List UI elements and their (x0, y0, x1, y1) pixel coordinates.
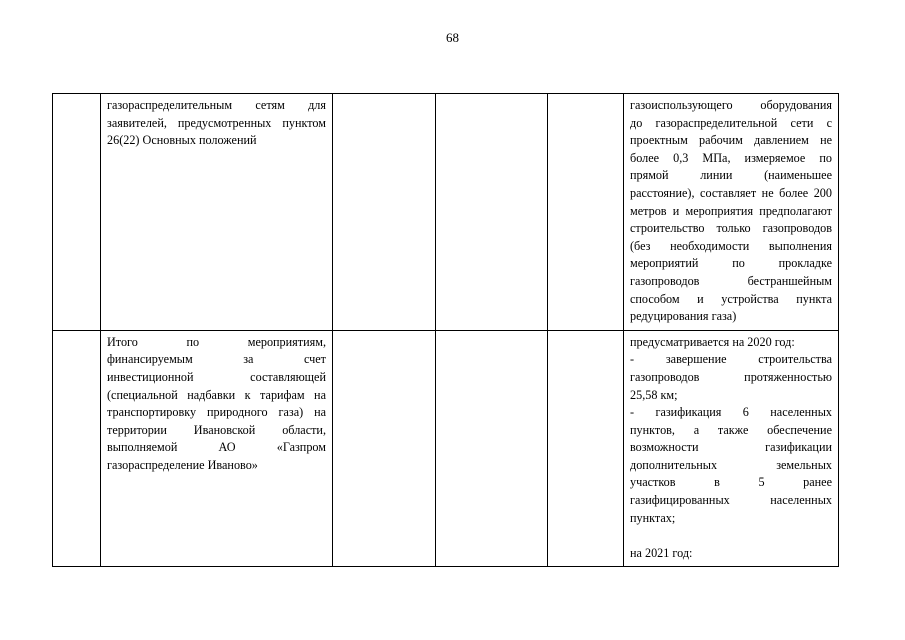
text-line: способом и устройства пункта (630, 291, 832, 306)
text-line: пунктов, а также обеспечение (630, 422, 832, 437)
text-line: территории Ивановской области, (107, 422, 326, 437)
text-line: на 2021 год: (630, 545, 693, 560)
text-line: (специальной надбавки к тарифам на (107, 387, 326, 402)
blank-line (630, 527, 832, 545)
text-line: более 0,3 МПа, измеряемое по (630, 150, 832, 165)
text-line: - газификация 6 населенных (630, 405, 832, 420)
text-line: выполняемой АО «Газпром (107, 440, 326, 455)
text-line: газоиспользующего оборудования (630, 98, 832, 112)
text-line: заявителей, предусмотренных пунктом (107, 115, 326, 130)
text-line: дополнительных земельных (630, 457, 832, 472)
text-line: финансируемым за счет (107, 352, 326, 367)
cell-number (53, 330, 101, 567)
text-line: инвестиционной составляющей (107, 369, 326, 384)
text-line: (без необходимости выполнения (630, 238, 832, 253)
text-line: газораспределительным сетям для (107, 98, 326, 112)
cell-description (101, 94, 333, 331)
text-line: пунктах; (630, 510, 676, 525)
text-line: мероприятий по прокладке (630, 256, 832, 271)
text-line: прямой линии (наименьшее (630, 168, 832, 183)
text-line: до газораспределительной сети с (630, 115, 832, 130)
cell-notes (624, 94, 839, 331)
cell-empty (333, 94, 436, 331)
text-line: 25,58 км; (630, 387, 678, 402)
cell-empty (548, 94, 624, 331)
text-line: - завершение строительства (630, 352, 832, 367)
cell-empty (436, 330, 548, 567)
text-line: предусматривается на 2020 год: (630, 334, 795, 349)
cell-number (53, 94, 101, 331)
text-line: расстояние), составляет не более 200 (630, 185, 832, 200)
text-line: газопроводов протяженностью (630, 369, 832, 384)
text-line: участков в 5 ранее (630, 475, 832, 490)
table-row (53, 330, 839, 567)
cell-empty (436, 94, 548, 331)
page-number: 68 (446, 30, 459, 45)
text-line: 26(22) Основных положений (107, 133, 257, 148)
cell-empty (548, 330, 624, 567)
text-line: газопроводов бестраншейным (630, 273, 832, 288)
document-table (52, 93, 839, 567)
cell-description (101, 330, 333, 567)
cell-notes (624, 330, 839, 567)
text-line: газифицированных населенных (630, 493, 832, 508)
text-line: метров и мероприятия предполагают (630, 203, 832, 218)
text-line: редуцирования газа) (630, 309, 737, 324)
text-line: транспортировку природного газа) на (107, 405, 326, 420)
text-line: возможности газификации (630, 440, 832, 455)
cell-empty (333, 330, 436, 567)
table-row (53, 94, 839, 331)
text-line: газораспределение Иваново» (107, 457, 258, 472)
text-line: Итого по мероприятиям, (107, 334, 326, 349)
text-line: проектным рабочим давлением не (630, 133, 832, 148)
text-line: строительство только газопроводов (630, 221, 832, 236)
